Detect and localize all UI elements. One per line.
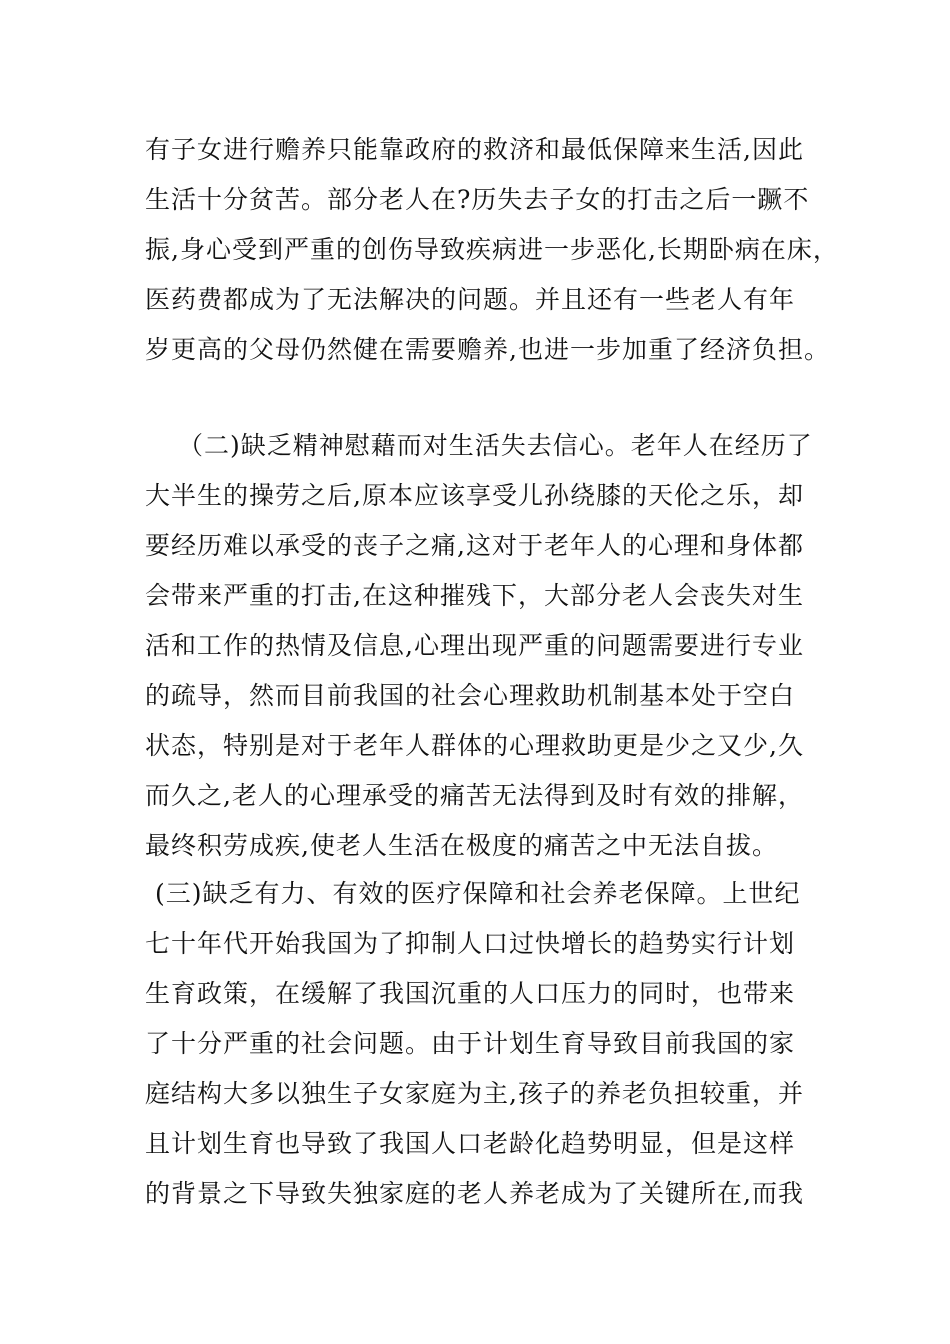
text-line: 庭结构大多以独生子女家庭为主,孩子的养老负担较重，并 bbox=[145, 1079, 804, 1108]
text-line: 七十年代开始我国为了抑制人口过快增长的趋势实行计划 bbox=[145, 929, 796, 958]
text-line: 岁更高的父母仍然健在需要赡养,也进一步加重了经济负担。 bbox=[145, 335, 830, 364]
text-line: 的疏导，然而目前我国的社会心理救助机制基本处于空白 bbox=[145, 681, 796, 710]
text-line: 生活十分贫苦。部分老人在?历失去子女的打击之后一蹶不 bbox=[145, 185, 810, 214]
text-line: 且计划生育也导致了我国人口老龄化趋势明显，但是这样 bbox=[145, 1129, 796, 1158]
text-line: 振,身心受到严重的创伤导致疾病进一步恶化,长期卧病在床， bbox=[145, 235, 839, 264]
text-line: (三)缺乏有力、有效的医疗保障和社会养老保障。上世纪 bbox=[155, 879, 801, 908]
text-line: 会带来严重的打击,在这种摧残下，大部分老人会丧失对生 bbox=[145, 581, 804, 610]
text-line: 有子女进行赡养只能靠政府的救济和最低保障来生活,因此 bbox=[145, 135, 804, 164]
text-line: 大半生的操劳之后,原本应该享受儿孙绕膝的天伦之乐，却 bbox=[145, 481, 804, 510]
text-line: 最终积劳成疾,使老人生活在极度的痛苦之中无法自拔。 bbox=[145, 831, 778, 860]
text-line: 生育政策，在缓解了我国沉重的人口压力的同时，也带来 bbox=[145, 979, 796, 1008]
text-line: 医药费都成为了无法解决的问题。并且还有一些老人有年 bbox=[145, 285, 796, 314]
text-line: 状态，特别是对于老年人群体的心理救助更是少之又少,久 bbox=[145, 731, 804, 760]
text-line: 了十分严重的社会问题。由于计划生育导致目前我国的家 bbox=[145, 1029, 796, 1058]
text-line: 活和工作的热情及信息,心理出现严重的问题需要进行专业 bbox=[145, 631, 804, 660]
text-line: （二)缺乏精神慰藉而对生活失去信心。老年人在经历了 bbox=[178, 431, 813, 460]
text-line: 的背景之下导致失独家庭的老人养老成为了关键所在,而我 bbox=[145, 1179, 804, 1208]
text-line: 要经历难以承受的丧子之痛,这对于老年人的心理和身体都 bbox=[145, 531, 804, 560]
text-line: 而久之,老人的心理承受的痛苦无法得到及时有效的排解， bbox=[145, 781, 804, 810]
